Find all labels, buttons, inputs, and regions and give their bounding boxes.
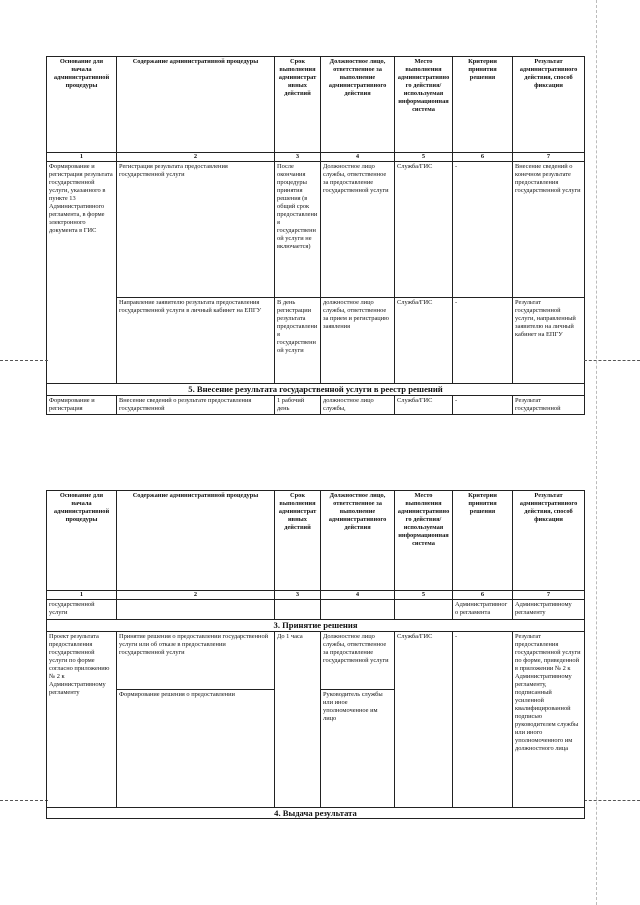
scan-dashed-line — [596, 0, 597, 905]
column-number: 6 — [453, 591, 513, 600]
header-criteria: Критерии принятия решения — [453, 57, 513, 153]
cell-official: должностное лицо службы, ответственное за прием и регистрацию заявления — [321, 298, 395, 384]
procedure-table-top — [46, 56, 585, 415]
cell-term: В день регистрации результата предоставления государственной услуги — [275, 298, 321, 384]
cell-place: Служба/ГИС — [395, 298, 453, 384]
header-term: Срок выполнения административных действий — [275, 491, 321, 591]
section-heading-row — [47, 620, 585, 632]
scan-dashed-line — [584, 360, 640, 361]
table-row — [47, 162, 585, 298]
column-number: 6 — [453, 153, 513, 162]
cell-content: Регистрация результата предоставления государственной услуги — [117, 162, 275, 298]
scan-dashed-line — [0, 360, 48, 361]
header-basis: Основание для начала административной процедуры — [47, 491, 117, 591]
column-number: 3 — [275, 591, 321, 600]
table-row — [47, 298, 585, 384]
procedure-table-bottom — [46, 490, 585, 819]
cell-result: Результат государственной — [513, 395, 585, 414]
cell-place: Служба/ГИС — [395, 631, 453, 807]
cell-place: Служба/ГИС — [395, 162, 453, 298]
cell-result: Внесение сведений о конечном результате предоставления государственной услуги — [513, 162, 585, 298]
column-number: 7 — [513, 591, 585, 600]
cell-criteria: - — [453, 298, 513, 384]
column-number: 4 — [321, 153, 395, 162]
header-result: Результат административного действия, способ фиксации — [513, 491, 585, 591]
header-content: Содержание административной процедуры — [117, 491, 275, 591]
cell-result: Результат государственной услуги, направленный заявителю на личный кабинет на ЕПГУ — [513, 298, 585, 384]
cell-term: После окончания процедуры принятия решения (в общий срок предоставления государственной услуги не включается) — [275, 162, 321, 298]
header-basis: Основание для начала административной процедуры — [47, 57, 117, 153]
section-heading-row — [47, 807, 585, 819]
cell-content: Принятие решения о предоставлении государственной услуги или об отказе в предоставлении государственной услуги — [117, 631, 275, 689]
table-header-row — [47, 57, 585, 153]
column-number: 7 — [513, 153, 585, 162]
cell-result: Результат предоставления государственной услуги по форме, приведенной в приложении № 2 к Административному регламенту, подписанный усиленной квалифицированной подписью руководителем службы или иного уполномоченного им должностного лица — [513, 631, 585, 807]
scan-dashed-line — [0, 800, 48, 801]
cell-official — [321, 600, 395, 620]
header-place: Место выполнения административного действия/ используемая информационная система — [395, 491, 453, 591]
column-number: 3 — [275, 153, 321, 162]
cell-content — [117, 600, 275, 620]
section-heading: 3. Принятие решения — [47, 620, 585, 632]
cell-content: Формирование решения о предоставлении — [117, 689, 275, 807]
column-number: 5 — [395, 591, 453, 600]
cell-term — [275, 600, 321, 620]
cell-official: Должностное лицо службы, ответственное за предоставление государственной услуги — [321, 631, 395, 689]
header-place: Место выполнения административного действия/ используемая информационная система — [395, 57, 453, 153]
cell-criteria: Административного регламента — [453, 600, 513, 620]
header-official: Должностное лицо, ответственное за выполнение административного действия — [321, 491, 395, 591]
scan-dashed-line — [584, 800, 640, 801]
column-number-row — [47, 591, 585, 600]
table-row — [47, 600, 585, 620]
column-number: 2 — [117, 153, 275, 162]
section-heading-row — [47, 384, 585, 396]
cell-term: 1 рабочий день — [275, 395, 321, 414]
column-number: 1 — [47, 591, 117, 600]
cell-criteria: - — [453, 162, 513, 298]
header-criteria: Критерии принятия решения — [453, 491, 513, 591]
table-header-row — [47, 491, 585, 591]
column-number: 4 — [321, 591, 395, 600]
cell-content: Направление заявителю результата предоставления государственной услуги в личный кабинет на ЕПГУ — [117, 298, 275, 384]
table-row — [47, 631, 585, 689]
cell-criteria: - — [453, 631, 513, 807]
column-number: 5 — [395, 153, 453, 162]
cell-basis: Формирование и регистрация результата государственной услуги, указанного в пункте 13 Административного регламента, в форме электронного документа в ГИС — [47, 162, 117, 384]
table-row — [47, 395, 585, 414]
column-number: 1 — [47, 153, 117, 162]
cell-basis: государственной услуги — [47, 600, 117, 620]
cell-place: Служба/ГИС — [395, 395, 453, 414]
cell-official: Руководитель службы или иное уполномоченное им лицо — [321, 689, 395, 807]
header-official: Должностное лицо, ответственное за выполнение административного действия — [321, 57, 395, 153]
cell-content: Внесение сведений о результате предоставления государственной — [117, 395, 275, 414]
cell-term: До 1 часа — [275, 631, 321, 807]
cell-basis: Формирование и регистрация — [47, 395, 117, 414]
cell-official: должностное лицо службы, — [321, 395, 395, 414]
column-number-row — [47, 153, 585, 162]
section-heading: 5. Внесение результата государственной услуги в реестр решений — [47, 384, 585, 396]
cell-official: Должностное лицо службы, ответственное за предоставление государственной услуги — [321, 162, 395, 298]
cell-place — [395, 600, 453, 620]
header-content: Содержание административной процедуры — [117, 57, 275, 153]
cell-result: Административному регламенту — [513, 600, 585, 620]
header-term: Срок выполнения административных действий — [275, 57, 321, 153]
section-heading: 4. Выдача результата — [47, 807, 585, 819]
header-result: Результат административного действия, способ фиксации — [513, 57, 585, 153]
cell-criteria: - — [453, 395, 513, 414]
column-number: 2 — [117, 591, 275, 600]
cell-basis: Проект результата предоставления государственной услуги по форме согласно приложению № 2 к Административному регламенту — [47, 631, 117, 807]
